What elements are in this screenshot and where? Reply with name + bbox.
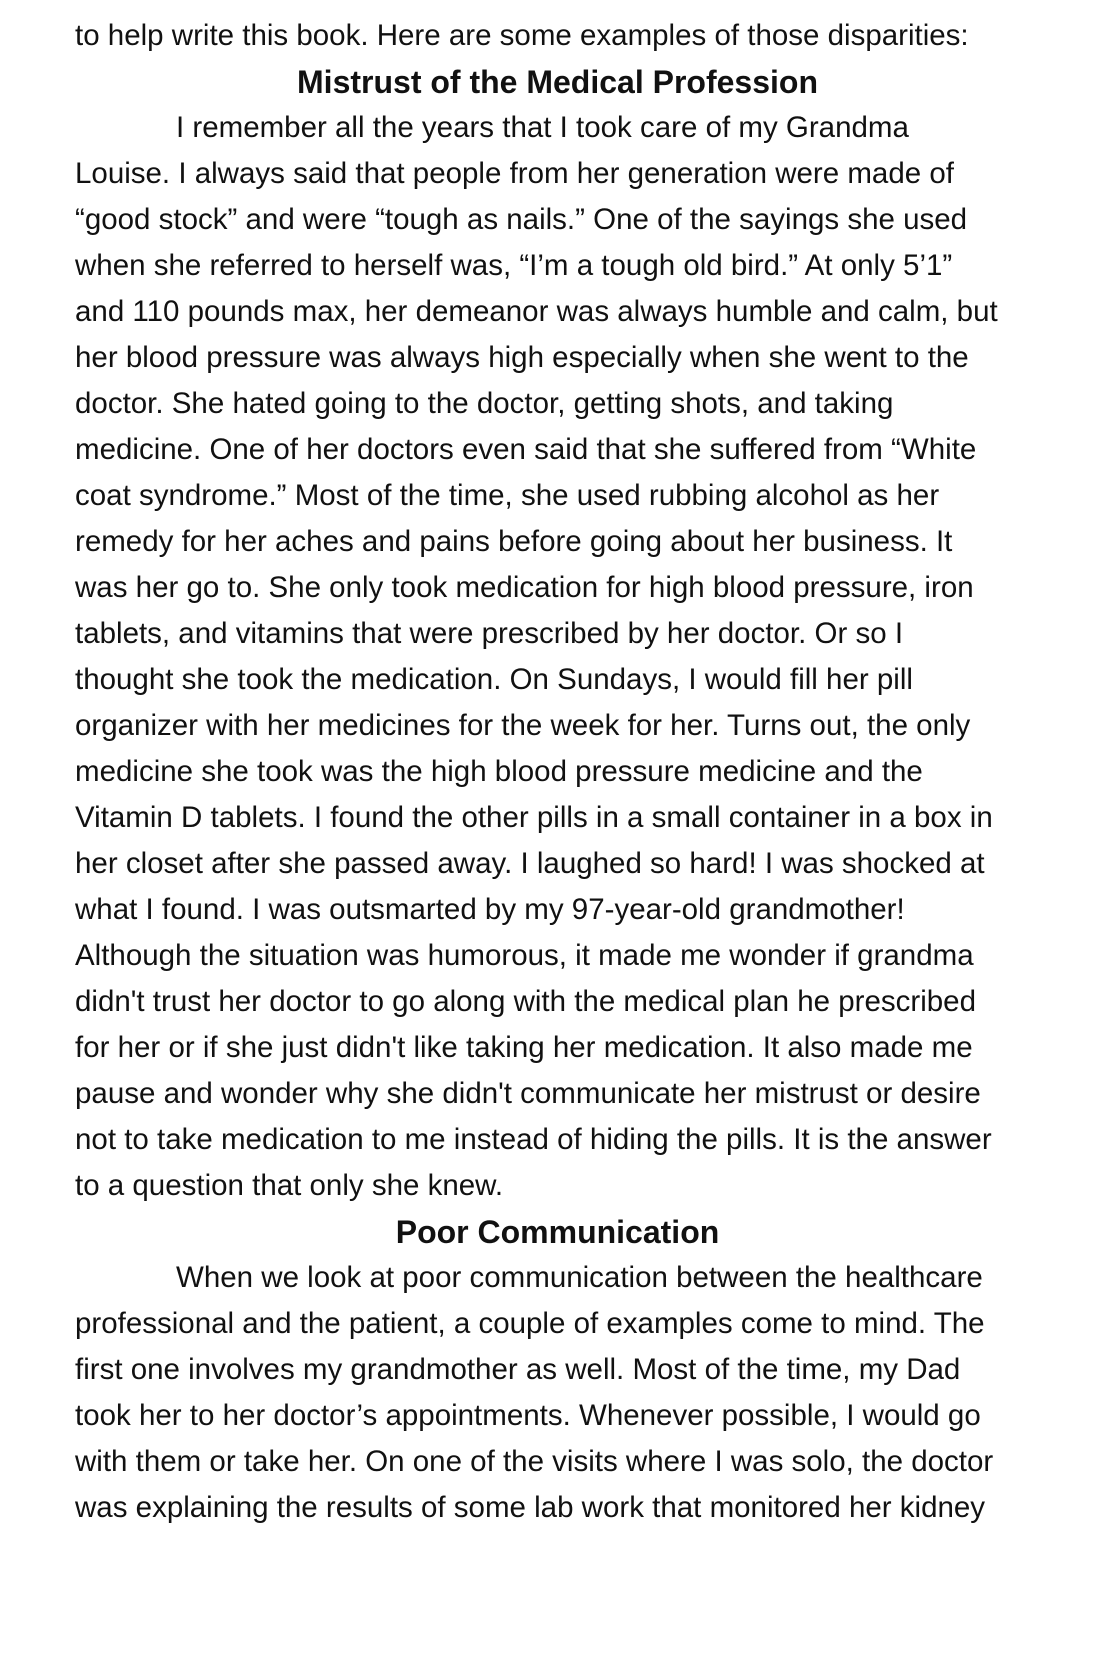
- text-line: for her or if she just didn't like taking her medication. It also made me: [75, 1031, 973, 1064]
- text-line: took her to her doctor’s appointments. Whenever possible, I would go: [75, 1399, 981, 1432]
- text-line: I remember all the years that I took care of my Grandma: [176, 111, 909, 144]
- text-line: not to take medication to me instead of hiding the pills. It is the answer: [75, 1123, 992, 1156]
- book-page: [75, 13, 1040, 1531]
- text-line: organizer with her medicines for the week for her. Turns out, the only: [75, 709, 971, 742]
- text-line: with them or take her. On one of the visits where I was solo, the doctor: [75, 1445, 994, 1478]
- text-line: when she referred to herself was, “I’m a tough old bird.” At only 5’1”: [75, 249, 953, 282]
- text-line: professional and the patient, a couple of examples come to mind. The: [75, 1307, 985, 1340]
- text-line: Louise. I always said that people from her generation were made of: [75, 157, 954, 190]
- paragraph-mistrust: [75, 105, 1040, 1209]
- text-line: pause and wonder why she didn't communicate her mistrust or desire: [75, 1077, 981, 1110]
- text-line: medicine she took was the high blood pressure medicine and the: [75, 755, 923, 788]
- text-line: Vitamin D tablets. I found the other pills in a small container in a box in: [75, 801, 993, 834]
- paragraph-poor-communication: [75, 1255, 1040, 1531]
- text-line: doctor. She hated going to the doctor, getting shots, and taking: [75, 387, 894, 420]
- text-line: remedy for her aches and pains before going about her business. It: [75, 525, 953, 558]
- section-heading-mistrust: Mistrust of the Medical Profession: [297, 64, 818, 100]
- intro-line: to help write this book. Here are some examples of those disparities:: [75, 19, 969, 52]
- section-heading-poor-communication: Poor Communication: [395, 1214, 720, 1250]
- text-line: tablets, and vitamins that were prescribed by her doctor. Or so I: [75, 617, 904, 650]
- text-line: to a question that only she knew.: [75, 1169, 504, 1202]
- section-mistrust: [75, 59, 1040, 1209]
- text-line: Although the situation was humorous, it made me wonder if grandma: [75, 939, 974, 972]
- text-line: medicine. One of her doctors even said that she suffered from “White: [75, 433, 977, 466]
- text-line: When we look at poor communication between the healthcare: [176, 1261, 983, 1294]
- text-line: and 110 pounds max, her demeanor was always humble and calm, but: [75, 295, 998, 328]
- text-line: “good stock” and were “tough as nails.” One of the sayings she used: [75, 203, 968, 236]
- text-line: was explaining the results of some lab work that monitored her kidney: [75, 1491, 986, 1524]
- text-line: didn't trust her doctor to go along with the medical plan he prescribed: [75, 985, 976, 1018]
- text-line: first one involves my grandmother as well. Most of the time, my Dad: [75, 1353, 961, 1386]
- section-poor-communication: [75, 1209, 1040, 1531]
- text-line: was her go to. She only took medication for high blood pressure, iron: [75, 571, 974, 604]
- text-line: her closet after she passed away. I laughed so hard! I was shocked at: [75, 847, 985, 880]
- text-line: coat syndrome.” Most of the time, she used rubbing alcohol as her: [75, 479, 940, 512]
- text-line: thought she took the medication. On Sundays, I would fill her pill: [75, 663, 913, 696]
- text-line: her blood pressure was always high especially when she went to the: [75, 341, 969, 374]
- text-line: what I found. I was outsmarted by my 97-year-old grandmother!: [75, 893, 905, 926]
